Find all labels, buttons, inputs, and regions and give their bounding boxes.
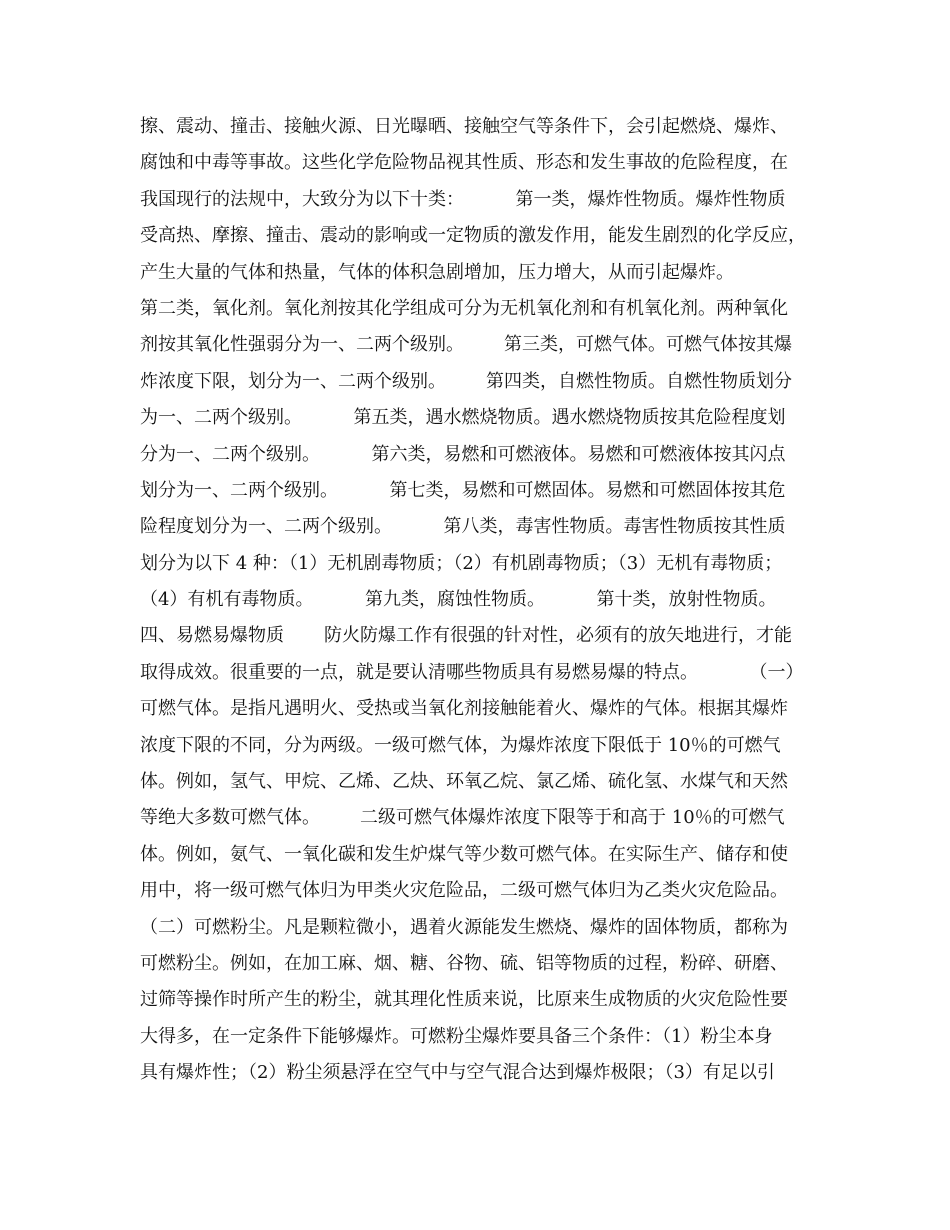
text-line: 过筛等操作时所产生的粉尘，就其理化性质来说，比原来生成物质的火灾危险性要 — [140, 989, 788, 1011]
text-line: 炸浓度下限，划分为一、二两个级别。 第四类，自燃性物质。自燃性物质划分 — [140, 370, 793, 392]
text-line: （4）有机有毒物质。 第九类，腐蚀性物质。 第十类，放射性物质。 — [140, 589, 777, 611]
text-line: （二）可燃粉尘。凡是颗粒微小，遇着火源能发生燃烧、爆炸的固体物质，都称为 — [140, 916, 788, 938]
text-line: 险程度划分为一、二两个级别。 第八类，毒害性物质。毒害性物质按其性质 — [140, 516, 786, 538]
text-line: 划分为一、二两个级别。 第七类，易燃和可燃固体。易燃和可燃固体按其危 — [140, 479, 786, 501]
text-line: 产生大量的气体和热量，气体的体积急剧增加，压力增大，从而引起爆炸。 — [140, 261, 734, 283]
text-line: 取得成效。很重要的一点，就是要认清哪些物质具有易燃易爆的特点。 （一） — [140, 661, 804, 683]
text-line: 可燃粉尘。例如，在加工麻、烟、糖、谷物、硫、铝等物质的过程，粉碎、研磨、 — [140, 952, 788, 974]
text-line: 擦、震动、撞击、接触火源、日光曝晒、接触空气等条件下，会引起燃烧、爆炸、 — [140, 116, 788, 137]
text-line: 分为一、二两个级别。 第六类，易燃和可燃液体。易燃和可燃液体按其闪点 — [140, 443, 786, 465]
text-line: 划分为以下 4 种：（1）无机剧毒物质；（2）有机剧毒物质；（3）无机有毒物质； — [140, 552, 783, 574]
text-line: 第二类，氧化剂。氧化剂按其化学组成可分为无机氧化剂和有机氧化剂。两种氧化 — [140, 297, 788, 319]
text-line: 四、易燃易爆物质 防火防爆工作有很强的针对性，必须有的放矢地进行，才能 — [140, 625, 793, 647]
text-line: 体。例如，氨气、一氧化碳和发生炉煤气等少数可燃气体。在实际生产、储存和使 — [140, 843, 788, 865]
text-line: 体。例如，氢气、甲烷、乙烯、乙炔、环氧乙烷、氯乙烯、硫化氢、水煤气和天然 — [140, 771, 788, 793]
body-text — [140, 109, 820, 1092]
text-line: 为一、二两个级别。 第五类，遇水燃烧物质。遇水燃烧物质按其危险程度划 — [140, 407, 786, 429]
text-line: 剂按其氧化性强弱分为一、二两个级别。 第三类，可燃气体。可燃气体按其爆 — [140, 334, 793, 356]
text-line: 等绝大多数可燃气体。 二级可燃气体爆炸浓度下限等于和高于 10％的可燃气 — [140, 807, 785, 829]
text-line: 具有爆炸性；（2）粉尘须悬浮在空气中与空气混合达到爆炸极限；（3）有足以引 — [140, 1062, 775, 1084]
text-line: 用中，将一级可燃气体归为甲类火灾危险品，二级可燃气体归为乙类火灾危险品。 — [140, 880, 788, 902]
text-line: 我国现行的法规中，大致分为以下十类： 第一类，爆炸性物质。爆炸性物质 — [140, 188, 786, 210]
text-line: 受高热、摩擦、撞击、震动的影响或一定物质的激发作用，能发生剧烈的化学反应， — [140, 225, 806, 247]
text-line: 浓度下限的不同，分为两级。一级可燃气体，为爆炸浓度下限低于 10％的可燃气 — [140, 734, 781, 756]
text-line: 腐蚀和中毒等事故。这些化学危险物品视其性质、形态和发生事故的危险程度，在 — [140, 152, 788, 174]
text-line: 大得多，在一定条件下能够爆炸。可燃粉尘爆炸要具备三个条件：（1）粉尘本身 — [140, 1025, 773, 1047]
text-line: 可燃气体。是指凡遇明火、受热或当氧化剂接触能着火、爆炸的气体。根据其爆炸 — [140, 698, 788, 720]
